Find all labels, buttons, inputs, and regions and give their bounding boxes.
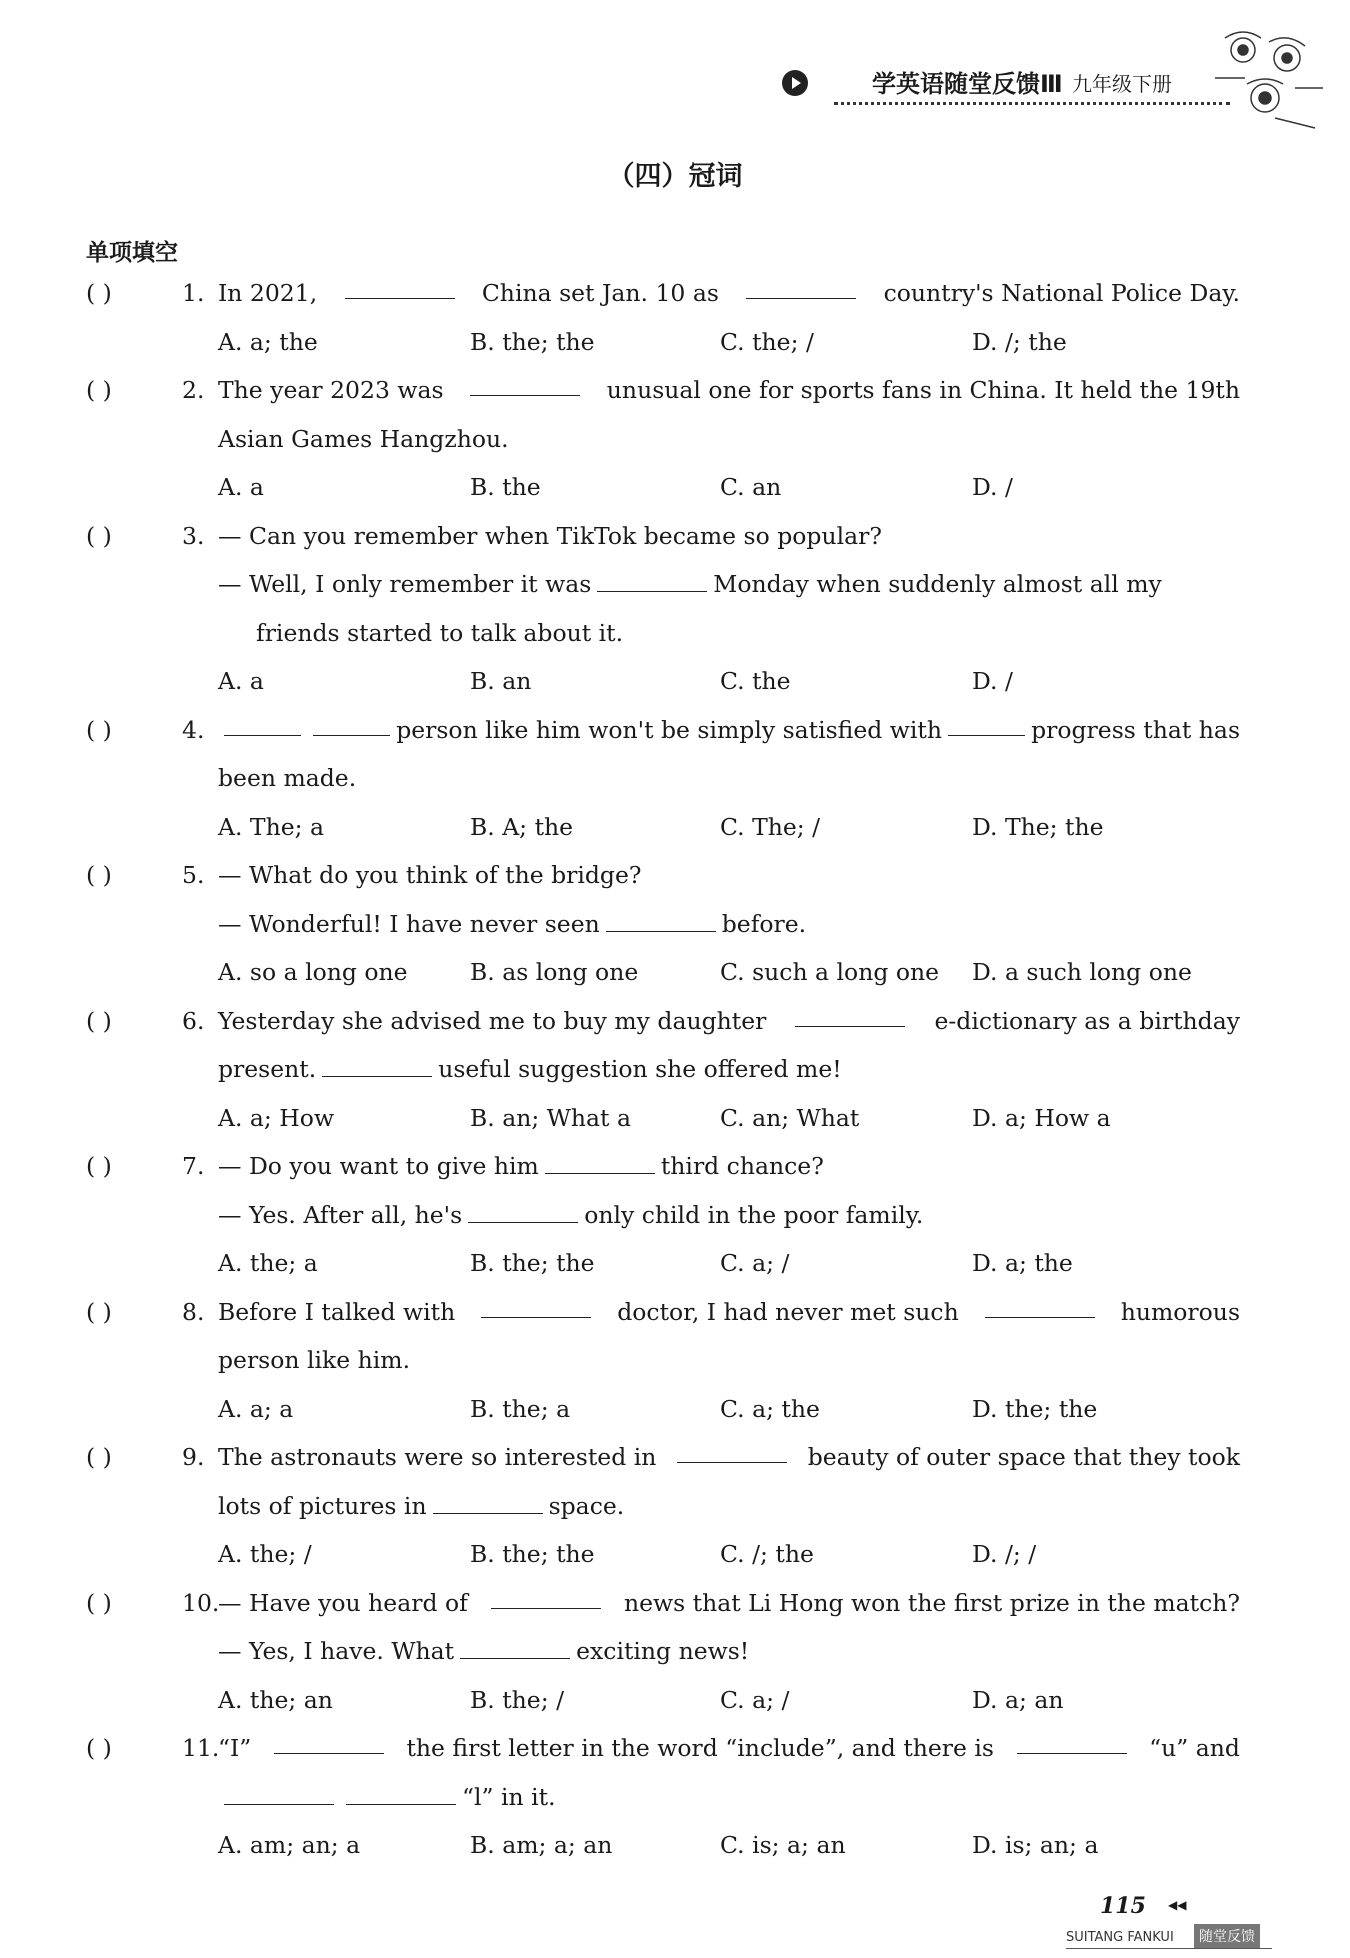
answer-blank[interactable] <box>948 715 1025 736</box>
answer-blank[interactable] <box>468 1202 578 1223</box>
question-text-line <box>256 618 623 648</box>
option-a[interactable]: A. the; a <box>218 1249 318 1277</box>
answer-blank[interactable] <box>491 1588 601 1609</box>
question-text: Monday when suddenly almost all my <box>713 570 1162 598</box>
option-d[interactable]: D. a; How a <box>972 1103 1111 1132</box>
option-c[interactable]: C. The; / <box>720 812 821 841</box>
answer-bracket[interactable]: ( ) <box>86 861 112 889</box>
page-header <box>782 62 1262 112</box>
option-d[interactable]: D. /; / <box>972 1540 1037 1568</box>
answer-blank[interactable] <box>795 1006 905 1027</box>
option-b[interactable]: B. an; What a <box>470 1103 631 1132</box>
answer-blank[interactable] <box>460 1638 570 1659</box>
question-text: — Can you remember when TikTok became so popular? <box>218 521 882 550</box>
option-b[interactable]: B. the <box>470 473 541 501</box>
question-text: beauty of outer space that they took <box>807 1443 1240 1471</box>
question-text: news that Li Hong won the first prize in the match? <box>623 1588 1240 1617</box>
section-title: （四）冠词 <box>607 161 743 192</box>
question-number: 2. <box>182 376 205 404</box>
option-c[interactable]: C. an <box>720 473 782 501</box>
option-d[interactable]: D. is; an; a <box>972 1831 1099 1859</box>
option-a[interactable]: A. a; the <box>218 327 318 356</box>
option-c[interactable]: C. a; / <box>720 1249 790 1277</box>
question-number: 8. <box>182 1297 205 1326</box>
question-text: friends started to talk about it. <box>256 618 624 647</box>
option-a[interactable]: A. a; How <box>218 1103 335 1132</box>
header-dotted-rule <box>834 102 1230 105</box>
question-text: the first letter in the word “include”, and there is <box>406 1734 994 1762</box>
answer-bracket[interactable]: ( ) <box>86 1297 112 1326</box>
option-b[interactable]: B. the; the <box>470 327 595 356</box>
question-number: 9. <box>182 1443 205 1471</box>
option-c[interactable]: C. the; / <box>720 327 814 356</box>
question-text: exciting news! <box>576 1637 750 1665</box>
option-a[interactable]: A. am; an; a <box>218 1831 361 1859</box>
option-d[interactable]: D. / <box>972 473 1013 501</box>
question-number: 4. <box>182 715 205 744</box>
page-number: 115 <box>1100 1893 1146 1919</box>
question-number: 7. <box>182 1152 205 1180</box>
question-text: — Have you heard of <box>218 1588 468 1617</box>
question-text-line <box>218 1006 1240 1036</box>
footer-rule <box>1066 1948 1272 1949</box>
option-d[interactable]: D. the; the <box>972 1394 1098 1423</box>
answer-blank[interactable] <box>985 1297 1095 1318</box>
option-a[interactable]: A. a <box>218 667 264 695</box>
question-text-line <box>218 1054 842 1084</box>
question-text: progress that has <box>1031 715 1241 744</box>
footer-brand-text: SUITANG FANKUI <box>1066 1930 1174 1945</box>
question-text-line <box>218 1782 556 1812</box>
question-text: Before I talked with <box>218 1297 456 1326</box>
answer-blank[interactable] <box>274 1733 384 1754</box>
option-b[interactable]: B. an <box>470 667 532 695</box>
option-a[interactable]: A. so a long one <box>218 958 408 986</box>
question-text: “l” in it. <box>462 1782 556 1811</box>
option-a[interactable]: A. The; a <box>218 812 325 841</box>
option-c[interactable]: C. such a long one <box>720 958 940 986</box>
question-text: China set Jan. 10 as <box>481 279 719 307</box>
footer-badge: 随堂反馈 <box>1194 1924 1260 1948</box>
question-text-line <box>218 1442 1240 1472</box>
question-text: country's National Police Day. <box>883 279 1240 307</box>
question-number: 10. <box>182 1588 220 1617</box>
option-c[interactable]: C. /; the <box>720 1540 814 1568</box>
question-text-line <box>218 1297 1240 1327</box>
option-d[interactable]: D. / <box>972 667 1013 695</box>
answer-bracket[interactable]: ( ) <box>86 279 112 307</box>
question-text-line <box>218 715 1240 745</box>
question-text: — Yes, I have. What <box>218 1637 455 1665</box>
option-c[interactable]: C. the <box>720 667 791 695</box>
answer-bracket[interactable]: ( ) <box>86 1734 112 1762</box>
answer-blank[interactable] <box>545 1153 655 1174</box>
option-b[interactable]: B. am; a; an <box>470 1831 613 1859</box>
option-a[interactable]: A. a; a <box>218 1394 294 1423</box>
question-text-line <box>218 569 1162 599</box>
back-arrows-icon: ◀◀ <box>1168 1898 1187 1912</box>
question-text: only child in the poor family. <box>584 1200 924 1229</box>
question-text: Asian Games Hangzhou. <box>218 424 509 453</box>
answer-bracket[interactable]: ( ) <box>86 1588 112 1617</box>
answer-blank[interactable] <box>224 715 301 736</box>
option-d[interactable]: D. a such long one <box>972 958 1192 986</box>
option-a[interactable]: A. a <box>218 473 264 501</box>
question-text-line <box>218 1345 410 1375</box>
question-text: Yesterday she advised me to buy my daughter <box>218 1006 767 1035</box>
option-c[interactable]: C. an; What <box>720 1103 860 1132</box>
answer-bracket[interactable]: ( ) <box>86 1443 112 1471</box>
book-title: 学英语随堂反馈Ⅲ <box>872 70 1063 98</box>
answer-blank[interactable] <box>1017 1733 1127 1754</box>
option-b[interactable]: B. the; the <box>470 1249 595 1277</box>
question-text: — Wonderful! I have never seen <box>218 909 600 938</box>
question-text-line <box>218 278 1240 308</box>
answer-blank[interactable] <box>481 1297 591 1318</box>
answer-bracket[interactable]: ( ) <box>86 1006 112 1035</box>
option-b[interactable]: B. the; the <box>470 1540 595 1568</box>
answer-bracket[interactable]: ( ) <box>86 376 112 404</box>
question-text: third chance? <box>660 1152 824 1180</box>
question-text: lots of pictures in <box>218 1491 427 1520</box>
answer-bracket[interactable]: ( ) <box>86 521 112 550</box>
question-text-line <box>218 909 806 939</box>
question-text: present. <box>218 1055 317 1083</box>
question-number: 6. <box>182 1006 205 1035</box>
question-text: — Do you want to give him <box>218 1152 539 1180</box>
answer-blank[interactable] <box>345 278 455 299</box>
question-text: person like him won't be simply satisfied with <box>396 715 942 744</box>
question-text: “u” and <box>1149 1734 1240 1762</box>
answer-blank[interactable] <box>433 1493 543 1514</box>
option-b[interactable]: B. as long one <box>470 958 639 986</box>
question-text: unusual one for sports fans in China. It held the 19th <box>606 376 1240 404</box>
question-text: — What do you think of the bridge? <box>218 861 642 889</box>
answer-blank[interactable] <box>470 375 580 396</box>
option-d[interactable]: D. a; the <box>972 1249 1073 1277</box>
option-a[interactable]: A. the; an <box>218 1685 333 1714</box>
question-text: space. <box>548 1491 625 1520</box>
option-c[interactable]: C. is; a; an <box>720 1831 846 1859</box>
answer-blank[interactable] <box>224 1784 334 1805</box>
question-text-line <box>218 860 641 890</box>
answer-bracket[interactable]: ( ) <box>86 1152 112 1180</box>
option-c[interactable]: C. a; / <box>720 1685 790 1714</box>
option-a[interactable]: A. the; / <box>218 1540 312 1568</box>
book-subtitle: 九年级下册 <box>1072 72 1172 96</box>
question-text: — Yes. After all, he's <box>218 1200 463 1229</box>
option-b[interactable]: B. A; the <box>470 812 574 841</box>
answer-blank[interactable] <box>346 1784 456 1805</box>
option-d[interactable]: D. /; the <box>972 327 1067 356</box>
answer-blank[interactable] <box>746 278 856 299</box>
question-text-line <box>218 763 356 793</box>
question-text-line <box>218 424 509 454</box>
question-text: before. <box>721 909 807 938</box>
answer-blank[interactable] <box>313 715 390 736</box>
question-text: humorous <box>1120 1297 1240 1326</box>
question-text: e-dictionary as a birthday <box>934 1006 1240 1035</box>
option-c[interactable]: C. a; the <box>720 1394 820 1423</box>
question-text: been made. <box>218 764 357 792</box>
answer-blank[interactable] <box>606 911 716 932</box>
question-text-line <box>218 1733 1240 1763</box>
option-b[interactable]: B. the; / <box>470 1685 564 1714</box>
question-text: In 2021, <box>218 279 318 307</box>
question-number: 1. <box>182 279 205 307</box>
answer-bracket[interactable]: ( ) <box>86 715 112 744</box>
question-text: The year 2023 was <box>218 376 444 404</box>
question-text-line <box>218 1491 624 1521</box>
question-text: person like him. <box>218 1346 411 1374</box>
question-text-line <box>218 1588 1240 1618</box>
question-number: 3. <box>182 521 205 550</box>
question-text: “I” <box>218 1734 252 1762</box>
question-text: doctor, I had never met such <box>617 1297 959 1326</box>
flower-decoration-icon <box>1205 18 1325 138</box>
answer-blank[interactable] <box>677 1442 787 1463</box>
option-b[interactable]: B. the; a <box>470 1394 571 1423</box>
answer-blank[interactable] <box>322 1056 432 1077</box>
option-d[interactable]: D. a; an <box>972 1685 1064 1714</box>
option-d[interactable]: D. The; the <box>972 812 1104 841</box>
answer-blank[interactable] <box>597 571 707 592</box>
question-number: 5. <box>182 861 205 889</box>
question-text: The astronauts were so interested in <box>218 1443 657 1471</box>
play-icon <box>782 70 808 96</box>
question-number: 11. <box>182 1734 220 1762</box>
exercise-heading: 单项填空 <box>86 240 178 266</box>
question-text-line <box>218 1151 824 1181</box>
question-text: — Well, I only remember it was <box>218 570 592 598</box>
question-text-line <box>218 375 1240 405</box>
question-text-line <box>218 521 882 551</box>
question-text-line <box>218 1636 749 1666</box>
question-text: useful suggestion she offered me! <box>438 1055 842 1083</box>
question-text-line <box>218 1200 923 1230</box>
